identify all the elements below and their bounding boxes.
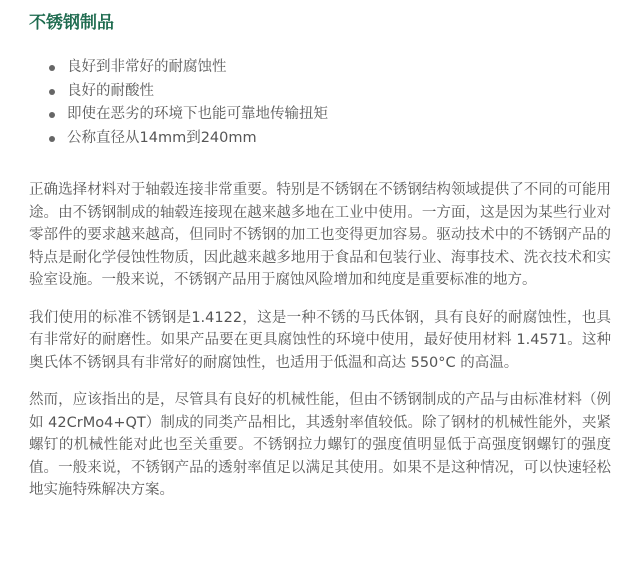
feature-text: 公称直径从14mm到240mm (67, 129, 257, 146)
paragraph-standard-steel: 我们使用的标准不锈钢是1.4122，这是一种不锈的马氏体钢，具有良好的耐腐蚀性，也具有非常好的耐磨性。如果产品要在更具腐蚀性的环境中使用，最好使用材料 1.4571。这种奥氏体不锈钢具有非常好的耐腐蚀性，也适用于低温和高达 550°C 的高温。 (29, 309, 611, 371)
feature-text: 良好的耐酸性 (67, 82, 154, 99)
paragraph-material-selection: 正确选择材料对于轴毂连接非常重要。特别是不锈钢在不锈钢结构领域提供了不同的可能用途。由不锈钢制成的轴毂连接现在越来越多地在工业中使用。一方面，这是因为某些行业对零部件的要求越来越高，但同时不锈钢的加工也变得更加容易。驱动技术中的不锈钢产品的特点是耐化学侵蚀性物质，因此越来越多地用于食品和包装行业、海事技术、洗衣技术和实验室设施。一般来说，不锈钢产品用于腐蚀风险增加和纯度是重要标准的地方。 (29, 182, 611, 288)
bullet-icon (49, 136, 55, 142)
paragraph-transmission-values: 然而，应该指出的是，尽管具有良好的机械性能，但由不锈钢制成的产品与由标准材料（例如 42CrMo4+QT）制成的同类产品相比，其透射率值较低。除了钢材的机械性能外，夹紧螺钉的机械性能对此也至关重要。不锈钢拉力螺钉的强度值明显低于高强度钢螺钉的强度值。一般来说，不锈钢产品的透射率值足以满足其使用。如果不是这种情况，可以快速轻松地实施特殊解决方案。 (29, 392, 611, 498)
feature-text: 良好到非常好的耐腐蚀性 (67, 59, 227, 75)
feature-item (49, 56, 611, 80)
feature-text: 即使在恶劣的环境下也能可靠地传输扭矩 (67, 106, 328, 122)
feature-item (49, 103, 611, 127)
bullet-icon (49, 112, 55, 118)
section-title: 不锈钢制品 (29, 13, 114, 33)
feature-item (49, 80, 611, 104)
feature-item (49, 127, 611, 151)
bullet-icon (49, 89, 55, 95)
feature-list (49, 56, 611, 150)
bullet-icon (49, 65, 55, 71)
